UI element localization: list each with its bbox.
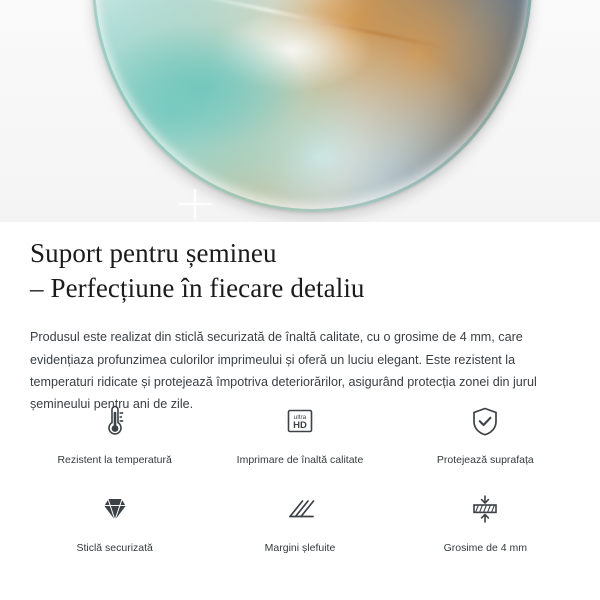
ultra-hd-icon xyxy=(277,398,323,444)
page-title xyxy=(30,236,570,306)
body-paragraph: Produsul este realizat din sticlă securizată de înaltă calitate, cu o grosime de 4 mm, care evidențiaza profunzimea culorilor imprimeului și oferă un luciu elegant. Este rezistent la temperaturi ridicate și protejează împotriva deteriorărilor, asigurând protecția zonei din jurul șemineului pentru ani de zile. xyxy=(30,330,537,412)
thermometer-icon xyxy=(92,398,138,444)
feature-label: Sticlă securizată xyxy=(76,541,153,554)
headline-line-2: – Perfecțiune în fiecare detaliu xyxy=(30,273,365,304)
hero-image xyxy=(0,0,600,222)
feature-label: Grosime de 4 mm xyxy=(443,541,528,554)
text-content xyxy=(0,222,600,416)
headline-line-1: Suport pentru șemineu xyxy=(30,238,277,268)
feature-grid xyxy=(0,398,600,555)
feature-item-thickness xyxy=(393,486,578,556)
feature-item-temperature xyxy=(22,398,207,468)
feature-item-polished-edges xyxy=(207,486,392,556)
feature-item-tempered-glass xyxy=(22,486,207,556)
feature-label: Rezistent la temperatură xyxy=(57,454,172,466)
svg-text:ultra: ultra xyxy=(293,414,307,422)
feature-label: Margini șlefuite xyxy=(264,541,336,554)
feature-label: Protejează suprafața xyxy=(436,454,534,466)
feature-item-surface-protection xyxy=(393,398,578,468)
polished-edges-icon xyxy=(277,486,323,532)
shield-check-icon xyxy=(462,398,508,444)
thickness-4mm-icon xyxy=(462,486,508,532)
svg-text:HD: HD xyxy=(293,420,307,431)
feature-item-print-quality xyxy=(207,398,392,468)
diamond-icon xyxy=(92,486,138,532)
feature-label: Imprimare de înaltă calitate xyxy=(236,454,364,466)
